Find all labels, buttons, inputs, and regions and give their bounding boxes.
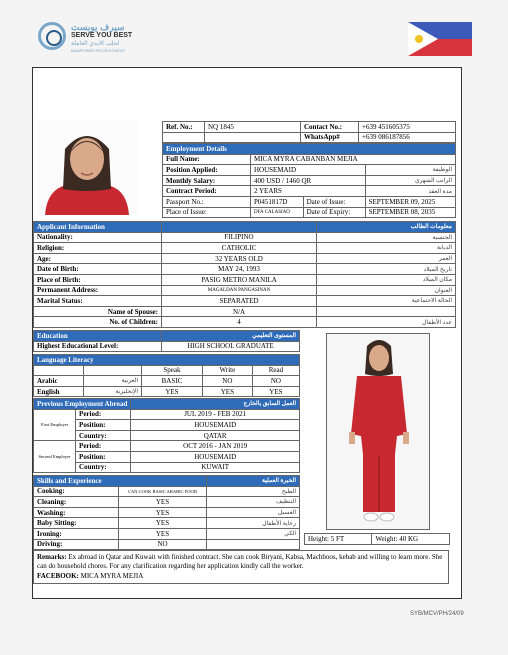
skill-arabic: الكي xyxy=(207,528,300,539)
weight-label: Weight: xyxy=(375,534,398,543)
employer-tag: First Employer xyxy=(34,409,76,441)
education-title: Education xyxy=(34,331,162,342)
applicant-row-value: MAGALDAN PANGASINAN xyxy=(162,285,317,296)
employment-row-label: Contract Period: xyxy=(163,186,251,197)
employer-period: JUL 2019 - FEB 2021 xyxy=(131,409,300,420)
applicant-row-label: Place of Birth: xyxy=(34,274,162,285)
employer-tag: Second Employer xyxy=(34,441,76,473)
skills-title: Skills and Experience xyxy=(34,476,207,487)
applicant-row-arabic: الحالة الاجتماعية xyxy=(317,296,456,307)
facebook-value: MICA MYRA MEJIA xyxy=(80,571,144,580)
skill-arabic: الغسيل xyxy=(207,507,300,518)
skill-value: YES xyxy=(119,518,207,529)
height-label: Height: xyxy=(308,534,329,543)
remarks-label: Remarks: xyxy=(37,553,67,561)
full-body-photo xyxy=(326,333,430,530)
skill-label: Washing: xyxy=(34,507,119,518)
employment-row-value: MICA MYRA CABANBAN MEJIA xyxy=(251,154,456,165)
applicant-info-table xyxy=(33,221,456,328)
skill-arabic: رعاية الأطفال xyxy=(207,518,300,529)
applicant-row-label: Name of Spouse: xyxy=(34,306,162,317)
body-stats-table xyxy=(304,533,450,545)
skill-arabic xyxy=(207,539,300,550)
employment-row-arabic: الراتب الشهري xyxy=(365,175,455,186)
skill-label: Cooking: xyxy=(34,486,119,497)
language-col-header: Write xyxy=(202,365,252,376)
applicant-row-label: Age: xyxy=(34,253,162,264)
language-write: YES xyxy=(202,386,252,397)
employment-row-value: 400 USD / 1460 QR xyxy=(251,175,366,186)
ref-label: Ref. No.: xyxy=(163,122,205,133)
language-write: NO xyxy=(202,376,252,387)
philippines-flag-icon xyxy=(408,22,472,56)
employer-country-label: Country: xyxy=(76,430,131,441)
skill-label: Ironing: xyxy=(34,528,119,539)
applicant-row-value: 32 YEARS OLD xyxy=(162,253,317,264)
previous-employment-title: Previous Employment Abroad xyxy=(34,399,131,410)
employment-row-label: Position Applied: xyxy=(163,165,251,176)
language-speak: YES xyxy=(142,386,203,397)
employer-position: HOUSEMAID xyxy=(131,420,300,431)
employer-country-label: Country: xyxy=(76,462,131,473)
employer-period: OCT 2016 - JAN 2019 xyxy=(131,441,300,452)
ref-value: NQ 1845 xyxy=(205,122,301,133)
logo-icon xyxy=(38,22,66,50)
skill-value: YES xyxy=(119,507,207,518)
applicant-row-label: Religion: xyxy=(34,243,162,254)
skills-table xyxy=(33,475,300,550)
place-issue-label: Place of Issue: xyxy=(163,207,251,218)
previous-employment-title-ar: العمل السابق بالخارج xyxy=(131,399,300,410)
applicant-row-arabic: العمر xyxy=(317,253,456,264)
education-title-ar: المستوى التعليمي xyxy=(162,331,300,342)
skill-value: NO xyxy=(119,539,207,550)
language-col-header: Speak xyxy=(142,365,203,376)
applicant-info-title: Applicant Information xyxy=(34,222,162,233)
employer-country: KUWAIT xyxy=(131,462,300,473)
applicant-row-label: Permanent Address: xyxy=(34,285,162,296)
issue-date-value: SEPTEMBER 09, 2025 xyxy=(365,196,455,207)
whatsapp-label: WhatsApp# xyxy=(301,132,359,143)
language-title: Language Literacy xyxy=(34,355,300,366)
language-read: YES xyxy=(252,386,299,397)
applicant-row-value: PASIG METRO MANILA xyxy=(162,274,317,285)
previous-employment-table xyxy=(33,398,300,473)
remarks-text: Ex abroad in Qatar and Kuwait with finished contract. She can cook Biryani, Kabsa, Machboos, kebab and willing to learn more. She can do household chores. For any clarification regarding her application kindly call the worker. xyxy=(37,553,443,571)
applicant-row-label: No. of Children: xyxy=(34,317,162,328)
passport-value: P0451817D xyxy=(251,196,304,207)
employment-row-label: Full Name: xyxy=(163,154,251,165)
portrait-photo xyxy=(37,119,137,215)
skill-value: CAN COOK BASIC ARABIC FOOD xyxy=(119,486,207,497)
applicant-row-arabic: تاريخ الميلاد xyxy=(317,264,456,275)
applicant-row-value: SEPARATED xyxy=(162,296,317,307)
skill-label: Baby Sitting: xyxy=(34,518,119,529)
applicant-row-label: Nationality: xyxy=(34,232,162,243)
logo-tagline: MANPOWER RECRUITMENT xyxy=(71,48,126,53)
height-cell xyxy=(305,534,372,545)
logo-arabic-sub: لجلب الايدي العاملة xyxy=(71,41,120,47)
employer-position: HOUSEMAID xyxy=(131,451,300,462)
education-value: HIGH SCHOOL GRADUATE xyxy=(162,341,300,352)
skills-title-ar: الخبرة العملية xyxy=(207,476,300,487)
language-row-arabic: العربية xyxy=(84,376,142,387)
employer-position-label: Position: xyxy=(76,420,131,431)
logo-name: SERVE YOU BEST xyxy=(71,32,133,39)
employment-details-table xyxy=(162,143,456,218)
company-logo xyxy=(38,22,138,56)
applicant-row-value: FILIPINO xyxy=(162,232,317,243)
issue-date-label: Date of Issue: xyxy=(303,196,365,207)
language-row-arabic: الإنجليزية xyxy=(84,386,142,397)
contact-label: Contact No.: xyxy=(301,122,359,133)
employment-row-arabic: الوظيفة xyxy=(365,165,455,176)
whatsapp-value: +639 086187856 xyxy=(359,132,456,143)
place-issue-value: DFA CALASIAO xyxy=(251,207,304,218)
employment-row-arabic: مدة العقد xyxy=(365,186,455,197)
language-read: NO xyxy=(252,376,299,387)
applicant-row-arabic: مكان الميلاد xyxy=(317,274,456,285)
skill-arabic: التنظيف xyxy=(207,497,300,508)
facebook-label: FACEBOOK: xyxy=(37,571,79,580)
employer-position-label: Position: xyxy=(76,451,131,462)
education-table xyxy=(33,330,300,352)
applicant-info-title-ar: معلومات الطالب xyxy=(317,222,456,233)
applicant-row-label: Marital Status: xyxy=(34,296,162,307)
applicant-row-arabic: العنوان xyxy=(317,285,456,296)
applicant-row-value: CATHOLIC xyxy=(162,243,317,254)
skill-label: Cleaning: xyxy=(34,497,119,508)
employment-row-value: HOUSEMAID xyxy=(251,165,366,176)
language-speak: BASIC xyxy=(142,376,203,387)
skill-value: YES xyxy=(119,497,207,508)
expiry-value: SEPTEMBER 08, 2035 xyxy=(365,207,455,218)
applicant-row-arabic: الديانة xyxy=(317,243,456,254)
language-row-label: English xyxy=(34,386,84,397)
applicant-row-label: Date of Birth: xyxy=(34,264,162,275)
passport-label: Passport No.: xyxy=(163,196,251,207)
education-label: Highest Educational Level: xyxy=(34,341,162,352)
skill-label: Driving: xyxy=(34,539,119,550)
employer-country: QATAR xyxy=(131,430,300,441)
employment-details-title: Employment Details xyxy=(163,144,456,155)
applicant-row-arabic: الجنسية xyxy=(317,232,456,243)
employment-row-value: 2 YEARS xyxy=(251,186,366,197)
skill-arabic: الطبخ xyxy=(207,486,300,497)
header-table xyxy=(162,121,456,143)
language-table xyxy=(33,354,300,397)
logo-arabic-title: سيرف يوبست xyxy=(71,22,125,32)
height-value: 5 FT xyxy=(330,534,345,543)
applicant-row-value: MAY 24, 1993 xyxy=(162,264,317,275)
language-row-label: Arabic xyxy=(34,376,84,387)
applicant-row-value: N/A xyxy=(162,306,317,317)
skill-value: YES xyxy=(119,528,207,539)
applicant-row-arabic xyxy=(317,306,456,317)
applicant-row-value: 4 xyxy=(162,317,317,328)
weight-cell xyxy=(372,534,450,545)
document-code: SYB/MCV/PH/24/09 xyxy=(410,611,464,617)
employment-row-label: Monthly Salary: xyxy=(163,175,251,186)
weight-value: 40 KG xyxy=(399,534,419,543)
employer-period-label: Period: xyxy=(76,409,131,420)
remarks-box xyxy=(33,550,449,584)
applicant-row-arabic: عدد الأطفال xyxy=(317,317,456,328)
employer-period-label: Period: xyxy=(76,441,131,452)
contact-value: +639 451605375 xyxy=(359,122,456,133)
language-col-header: Read xyxy=(252,365,299,376)
expiry-label: Date of Expiry: xyxy=(303,207,365,218)
